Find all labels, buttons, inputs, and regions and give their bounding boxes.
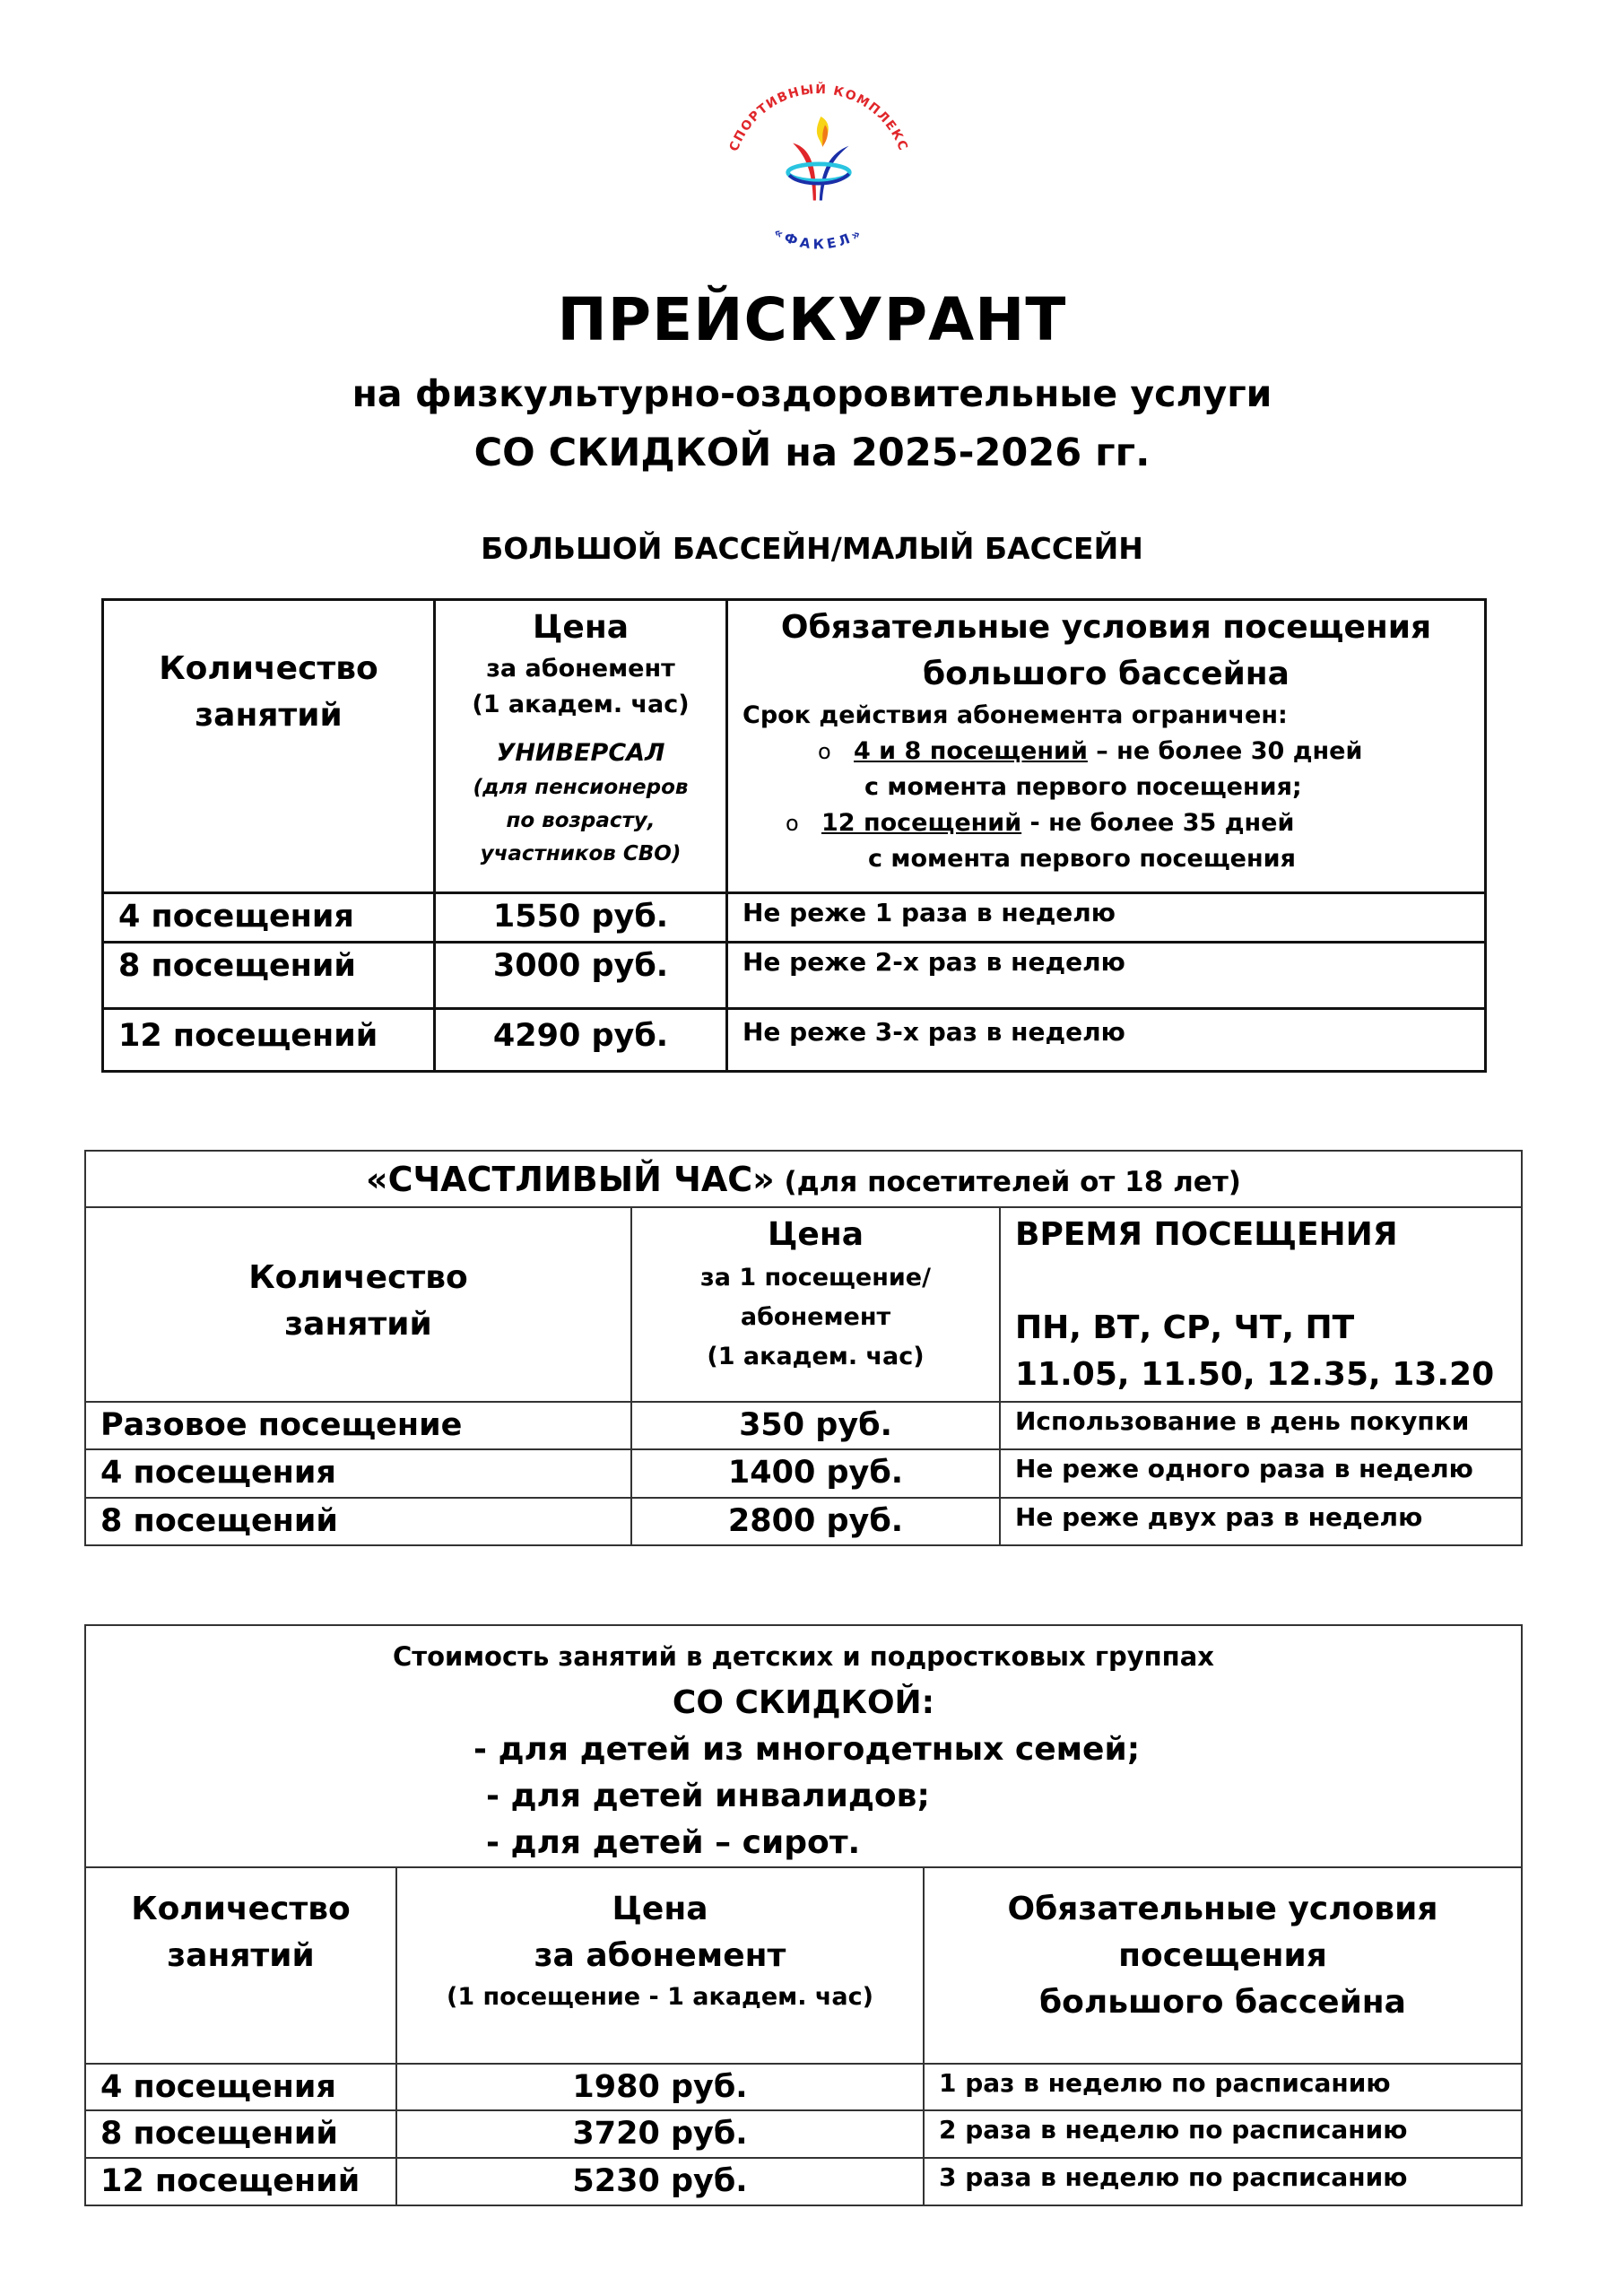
row-quantity: 8 посещений	[103, 943, 435, 1009]
row-quantity: 4 посещения	[85, 1449, 631, 1498]
validity-item-1-label: 4 и 8 посещений	[854, 737, 1088, 765]
page-title: ПРЕЙСКУРАНТ	[557, 285, 1067, 354]
row-price: 5230 руб.	[396, 2158, 924, 2205]
table-row	[103, 943, 1486, 1009]
header-quantity-line2: занятий	[167, 1937, 315, 1974]
row-condition: 1 раз в неделю по расписанию	[924, 2064, 1522, 2110]
visit-time-title: ВРЕМЯ ПОСЕЩЕНИЯ	[1015, 1216, 1398, 1253]
row-condition: Не реже 2-х раз в неделю	[727, 943, 1486, 1009]
validity-item-2	[728, 805, 1484, 841]
header-conditions	[924, 1867, 1522, 2064]
header-visit-time	[1000, 1207, 1522, 1402]
section-title-pools: БОЛЬШОЙ БАССЕЙН/МАЛЫЙ БАССЕЙН	[481, 531, 1143, 566]
row-condition: Не реже одного раза в неделю	[1000, 1449, 1522, 1498]
header-conditions-line2: посещения	[1118, 1937, 1327, 1974]
children-groups-table	[84, 1624, 1523, 2206]
children-groups-title	[85, 1625, 1522, 1867]
sports-complex-fakel-logo	[723, 66, 915, 258]
header-price-line1: за абонемент	[534, 1937, 786, 1974]
header-price	[631, 1207, 1000, 1402]
bullet-icon: o	[786, 811, 799, 836]
row-condition: Использование в день покупки	[1000, 1402, 1522, 1449]
header-quantity-line1: Количество	[131, 1891, 351, 1927]
header-price-line2: абонемент	[740, 1303, 891, 1331]
header-price-title: Цена	[768, 1216, 864, 1253]
row-price: 2800 руб.	[631, 1498, 1000, 1545]
header-quantity-line2: занятий	[284, 1306, 432, 1343]
table-title-row	[85, 1151, 1522, 1207]
validity-intro: Срок действия абонемента ограничен:	[743, 701, 1288, 729]
row-quantity: 12 посещений	[85, 2158, 396, 2205]
row-quantity: Разовое посещение	[85, 1402, 631, 1449]
row-condition: 3 раза в неделю по расписанию	[924, 2158, 1522, 2205]
header-quantity	[103, 600, 435, 893]
header-quantity-line1: Количество	[248, 1259, 468, 1296]
header-price-line2: (1 академ. час)	[472, 691, 690, 718]
happy-hour-title	[85, 1151, 1522, 1207]
table-row	[85, 1449, 1522, 1498]
subtitle-discount-period: СО СКИДКОЙ на 2025-2026 гг.	[473, 430, 1151, 475]
row-condition: Не реже двух раз в неделю	[1000, 1498, 1522, 1545]
header-price-note-1: (для пенсионеров	[473, 776, 689, 799]
header-price-note-3: участников СВО)	[480, 842, 682, 865]
row-price: 1400 руб.	[631, 1449, 1000, 1498]
pool-price-table	[101, 598, 1487, 1073]
logo-ring-text-bottom: «ФАКЕЛ»	[770, 223, 867, 253]
header-price-line2: (1 посещение - 1 академ. час)	[447, 1983, 873, 2011]
children-title-line2: СО СКИДКОЙ:	[672, 1684, 935, 1721]
row-price: 1550 руб.	[435, 893, 727, 943]
row-price: 1980 руб.	[396, 2064, 924, 2110]
torch-icon	[788, 117, 850, 201]
children-title-line1: Стоимость занятий в детских и подростковых группах	[393, 1641, 1214, 1672]
table-row	[85, 2110, 1522, 2158]
row-quantity: 4 посещения	[103, 893, 435, 943]
row-price: 3000 руб.	[435, 943, 727, 1009]
eligibility-item: - для детей инвалидов;	[486, 1778, 930, 1814]
row-condition: Не реже 1 раза в неделю	[727, 893, 1486, 943]
visit-days: ПН, ВТ, СР, ЧТ, ПТ	[1015, 1309, 1355, 1346]
header-conditions-line3: большого бассейна	[1039, 1984, 1406, 2021]
header-price-note-2: по возрасту,	[506, 809, 656, 832]
happy-hour-title-note: (для посетителей от 18 лет)	[774, 1165, 1241, 1198]
header-price-line1: за 1 посещение/	[700, 1264, 931, 1292]
row-quantity: 8 посещений	[85, 1498, 631, 1545]
eligibility-item: - для детей из многодетных семей;	[473, 1731, 1141, 1768]
row-condition: Не реже 3-х раз в неделю	[727, 1009, 1486, 1072]
header-price-line3: (1 академ. час)	[707, 1343, 925, 1370]
bullet-icon: o	[818, 739, 831, 764]
header-quantity-line2: занятий	[195, 697, 343, 734]
table-row	[85, 1402, 1522, 1449]
table-row	[85, 2064, 1522, 2110]
header-price	[435, 600, 727, 893]
header-price	[396, 1867, 924, 2064]
row-quantity: 8 посещений	[85, 2110, 396, 2158]
visit-times: 11.05, 11.50, 12.35, 13.20	[1015, 1356, 1495, 1393]
header-price-line1: за абонемент	[486, 655, 675, 683]
row-price: 3720 руб.	[396, 2110, 924, 2158]
header-conditions-line1: Обязательные условия	[1007, 1891, 1438, 1927]
table-header-row	[85, 1207, 1522, 1402]
subtitle-services: на физкультурно-оздоровительные услуги	[352, 372, 1272, 415]
header-price-category: УНИВЕРСАЛ	[496, 739, 665, 767]
happy-hour-title-main: «СЧАСТЛИВЫЙ ЧАС»	[366, 1159, 775, 1199]
header-price-title: Цена	[612, 1891, 708, 1927]
header-conditions-title-1: Обязательные условия посещения	[780, 609, 1432, 646]
row-condition: 2 раза в неделю по расписанию	[924, 2110, 1522, 2158]
table-header-row	[103, 600, 1486, 893]
validity-item-1	[728, 734, 1484, 770]
table-row	[103, 1009, 1486, 1072]
eligibility-item: - для детей – сирот.	[486, 1824, 861, 1861]
header-quantity-line1: Количество	[159, 650, 378, 687]
row-quantity: 12 посещений	[103, 1009, 435, 1072]
validity-item-1-line2: с момента первого посещения;	[864, 773, 1302, 801]
validity-item-2-line2: с момента первого посещения	[868, 845, 1296, 873]
header-conditions	[727, 600, 1486, 893]
row-price: 350 руб.	[631, 1402, 1000, 1449]
happy-hour-table	[84, 1150, 1523, 1546]
validity-item-2-label: 12 посещений	[821, 809, 1022, 837]
header-conditions-title-2: большого бассейна	[923, 656, 1290, 692]
header-quantity	[85, 1207, 631, 1402]
header-price-title: Цена	[533, 609, 629, 646]
table-header-row	[85, 1867, 1522, 2064]
table-row	[85, 1498, 1522, 1545]
row-price: 4290 руб.	[435, 1009, 727, 1072]
row-quantity: 4 посещения	[85, 2064, 396, 2110]
table-row	[103, 893, 1486, 943]
table-row	[85, 2158, 1522, 2205]
validity-item-2-text: - не более 35 дней	[1021, 809, 1295, 837]
header-quantity	[85, 1867, 396, 2064]
logo-ring-text-top: СПОРТИВНЫЙ КОМПЛЕКС	[726, 83, 911, 154]
validity-item-1-text: – не более 30 дней	[1087, 737, 1363, 765]
table-title-row	[85, 1625, 1522, 1867]
